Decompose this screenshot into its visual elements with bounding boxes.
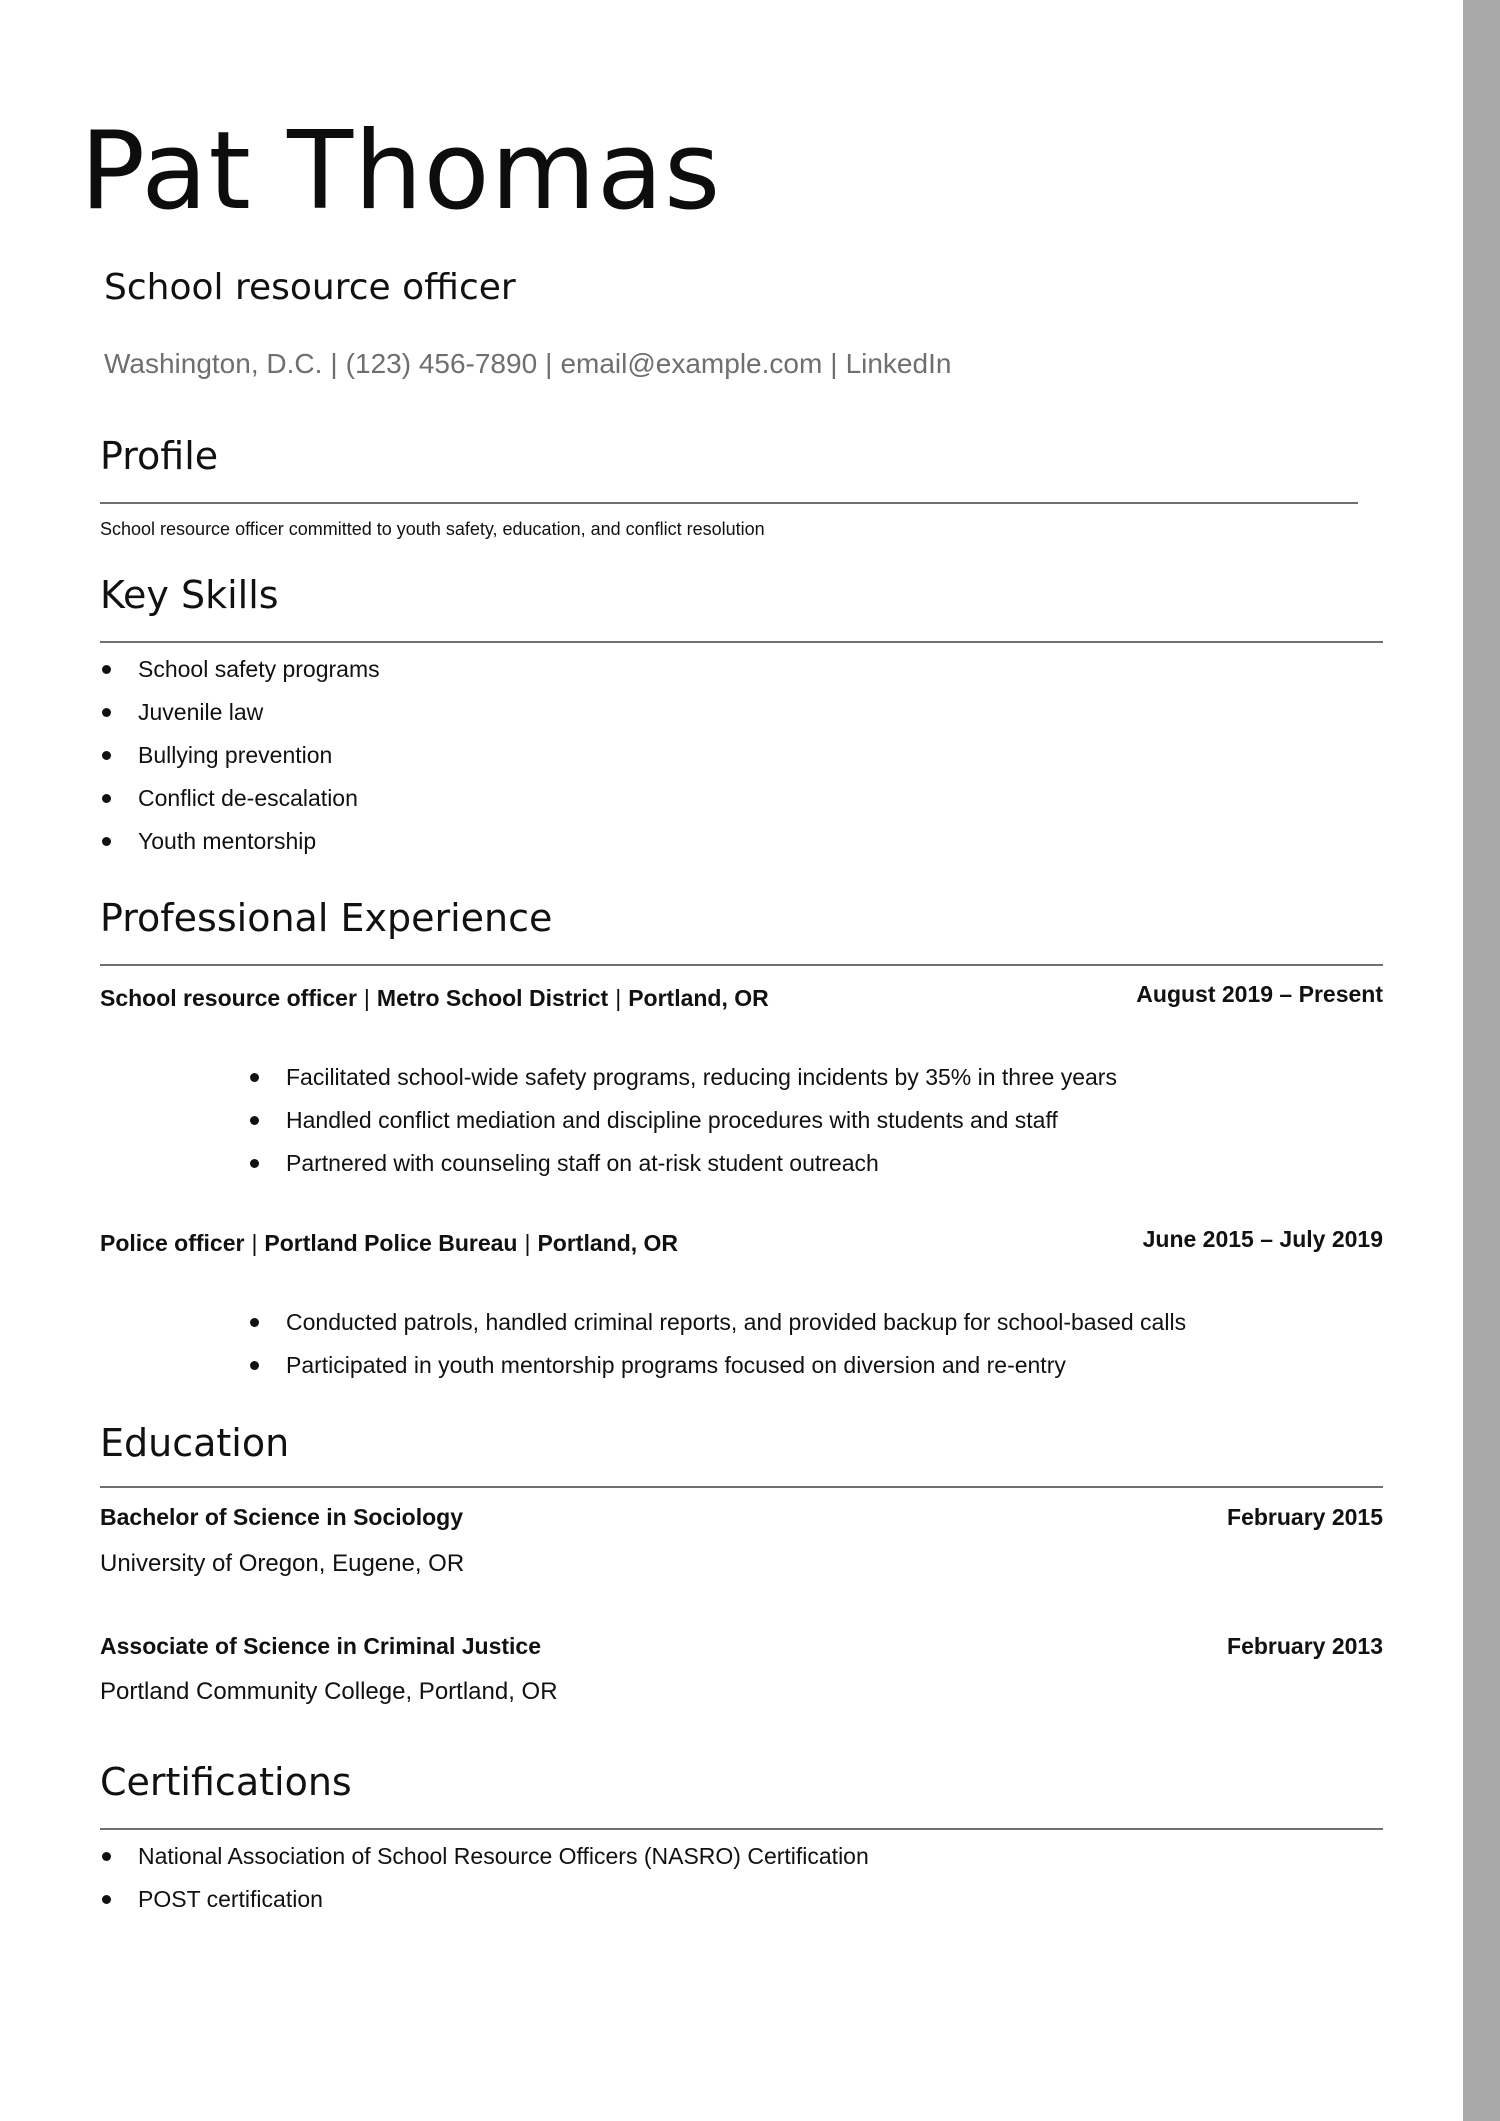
job-employer: Metro School District (376, 985, 609, 1011)
contact-linkedin-link[interactable]: LinkedIn (845, 348, 952, 379)
bullet-icon (102, 794, 111, 803)
bullet-text: Facilitated school-wide safety programs, reducing incidents by 35% in three years (286, 1064, 1117, 1090)
contact-email[interactable]: email@example.com (560, 348, 823, 379)
job-separator: | (615, 985, 622, 1011)
list-item (248, 1099, 1117, 1142)
section-heading-education: Education (100, 1421, 290, 1465)
profile-summary: School resource officer committed to youth safety, education, and conflict resolution (100, 519, 765, 539)
degree-title: Bachelor of Science in Sociology (100, 1504, 463, 1530)
section-divider (100, 964, 1383, 966)
job-header (100, 985, 769, 1012)
bullet-icon (250, 1116, 259, 1125)
job-dates: August 2019 – Present (1136, 981, 1383, 1007)
resume-name: Pat Thomas (80, 109, 722, 234)
bullet-icon (102, 751, 111, 760)
bullet-icon (102, 665, 111, 674)
list-item (100, 777, 380, 820)
school-name: Portland Community College, Portland, OR (100, 1678, 558, 1705)
job-role: School resource officer (100, 985, 357, 1011)
school-name: University of Oregon, Eugene, OR (100, 1550, 465, 1577)
certification-label: POST certification (138, 1886, 323, 1912)
skill-label: Juvenile law (138, 699, 264, 725)
job-title: School resource officer (104, 267, 516, 308)
list-item (100, 734, 380, 777)
section-heading-profile: Profile (100, 434, 219, 478)
contact-phone: (123) 456-7890 (345, 348, 538, 379)
degree-title: Associate of Science in Criminal Justice (100, 1633, 541, 1659)
list-item (100, 820, 380, 863)
contact-separator: | (830, 348, 838, 379)
contact-line (104, 348, 951, 380)
certifications-list (100, 1835, 869, 1921)
job-bullets (248, 1056, 1117, 1185)
bullet-icon (102, 1895, 111, 1904)
degree-date: February 2015 (1227, 1504, 1383, 1530)
degree-date: February 2013 (1227, 1633, 1383, 1659)
section-heading-certifications: Certifications (100, 1760, 352, 1804)
job-employer: Portland Police Bureau (264, 1230, 518, 1256)
skill-label: School safety programs (138, 656, 380, 682)
contact-location: Washington, D.C. (104, 348, 323, 379)
bullet-text: Partnered with counseling staff on at-risk student outreach (286, 1150, 879, 1176)
list-item (248, 1344, 1186, 1387)
list-item (248, 1056, 1117, 1099)
list-item (100, 691, 380, 734)
bullet-icon (102, 708, 111, 717)
section-heading-experience: Professional Experience (100, 896, 553, 940)
job-separator: | (363, 985, 370, 1011)
job-dates: June 2015 – July 2019 (1142, 1226, 1383, 1252)
bullet-icon (250, 1361, 259, 1370)
bullet-text: Handled conflict mediation and discipline procedures with students and staff (286, 1107, 1058, 1133)
list-item (248, 1301, 1186, 1344)
skill-label: Bullying prevention (138, 742, 333, 768)
bullet-icon (102, 837, 111, 846)
list-item (248, 1142, 1117, 1185)
skill-label: Youth mentorship (138, 828, 317, 854)
window-scroll-gutter[interactable] (1463, 0, 1500, 2121)
section-heading-skills: Key Skills (100, 573, 279, 617)
bullet-text: Participated in youth mentorship programs focused on diversion and re-entry (286, 1352, 1066, 1378)
bullet-icon (102, 1852, 111, 1861)
job-bullets (248, 1301, 1186, 1387)
certification-label: National Association of School Resource Officers (NASRO) Certification (138, 1843, 869, 1869)
job-header (100, 1230, 678, 1257)
list-item (100, 648, 380, 691)
contact-separator: | (330, 348, 338, 379)
section-divider (100, 1828, 1383, 1830)
skill-label: Conflict de-escalation (138, 785, 358, 811)
section-divider (100, 502, 1358, 504)
list-item (100, 1878, 869, 1921)
job-role: Police officer (100, 1230, 245, 1256)
job-separator: | (251, 1230, 258, 1256)
section-divider (100, 641, 1383, 643)
bullet-icon (250, 1073, 259, 1082)
job-separator: | (524, 1230, 531, 1256)
job-location: Portland, OR (628, 985, 769, 1011)
contact-separator: | (545, 348, 553, 379)
bullet-text: Conducted patrols, handled criminal reports, and provided backup for school-based calls (286, 1309, 1187, 1335)
bullet-icon (250, 1318, 259, 1327)
job-location: Portland, OR (537, 1230, 679, 1256)
bullet-icon (250, 1159, 259, 1168)
skills-list (100, 648, 380, 863)
section-divider (100, 1486, 1383, 1488)
list-item (100, 1835, 869, 1878)
